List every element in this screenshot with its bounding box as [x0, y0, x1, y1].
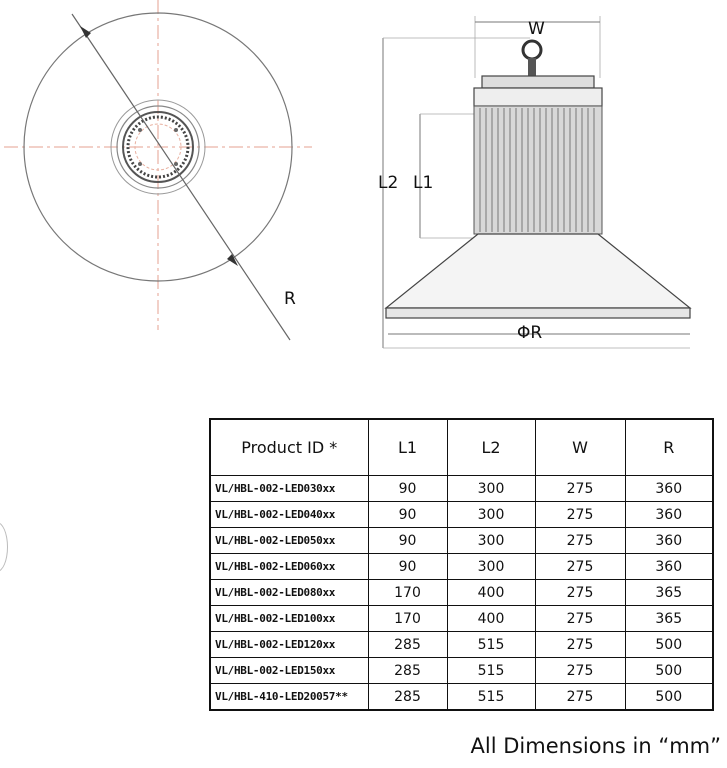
cell-l1: 170 — [368, 606, 447, 632]
reflector-cone — [386, 234, 690, 308]
top-view — [4, 0, 312, 340]
eye-bolt — [523, 41, 541, 59]
cell-r: 360 — [625, 502, 713, 528]
header-w: W — [535, 419, 625, 476]
cell-w: 275 — [535, 528, 625, 554]
cell-l2: 300 — [447, 502, 535, 528]
cell-product-id: VL/HBL-002-LED120xx — [210, 632, 368, 658]
cell-product-id: VL/HBL-002-LED060xx — [210, 554, 368, 580]
mount-hole — [138, 128, 142, 132]
dimensions-table — [209, 418, 714, 711]
mount-hole — [174, 162, 178, 166]
top-cap — [482, 76, 594, 88]
table-row — [210, 476, 713, 502]
cell-l2: 300 — [447, 476, 535, 502]
cell-l1: 90 — [368, 528, 447, 554]
cell-l2: 300 — [447, 554, 535, 580]
cell-r: 360 — [625, 554, 713, 580]
cell-w: 275 — [535, 476, 625, 502]
cell-r: 365 — [625, 580, 713, 606]
cell-w: 275 — [535, 684, 625, 711]
cell-l1: 90 — [368, 476, 447, 502]
eye-bolt-stem — [528, 58, 536, 76]
cell-l1: 285 — [368, 632, 447, 658]
units-footnote: All Dimensions in “mm” — [470, 734, 721, 758]
radius-label: R — [284, 289, 296, 309]
heatsink-body — [474, 106, 602, 234]
side-view — [378, 16, 690, 348]
cell-r: 360 — [625, 476, 713, 502]
cell-product-id: VL/HBL-002-LED030xx — [210, 476, 368, 502]
table-row — [210, 528, 713, 554]
cell-w: 275 — [535, 606, 625, 632]
cell-w: 275 — [535, 580, 625, 606]
reflector-rim — [386, 308, 690, 318]
cell-l1: 285 — [368, 658, 447, 684]
cell-l2: 515 — [447, 658, 535, 684]
mounting-bracket — [474, 88, 602, 106]
diameter-label: ΦR — [517, 323, 543, 343]
table-row — [210, 554, 713, 580]
header-l2: L2 — [447, 419, 535, 476]
cell-l1: 285 — [368, 684, 447, 711]
cell-r: 500 — [625, 684, 713, 711]
cell-product-id: VL/HBL-002-LED100xx — [210, 606, 368, 632]
table-row — [210, 606, 713, 632]
cell-l2: 400 — [447, 606, 535, 632]
radius-leader-line — [72, 14, 290, 340]
table-header-row — [210, 419, 713, 476]
cell-product-id: VL/HBL-410-LED20057** — [210, 684, 368, 711]
cell-r: 365 — [625, 606, 713, 632]
mount-hole — [174, 128, 178, 132]
table-row — [210, 580, 713, 606]
cell-product-id: VL/HBL-002-LED150xx — [210, 658, 368, 684]
cell-r: 500 — [625, 658, 713, 684]
cell-l1: 90 — [368, 502, 447, 528]
cell-r: 500 — [625, 632, 713, 658]
page-edge-mark — [0, 522, 8, 572]
cell-w: 275 — [535, 554, 625, 580]
header-product-id: Product ID * — [210, 419, 368, 476]
cell-w: 275 — [535, 502, 625, 528]
table-row — [210, 632, 713, 658]
cell-product-id: VL/HBL-002-LED040xx — [210, 502, 368, 528]
mount-hole — [138, 162, 142, 166]
l1-label: L1 — [413, 173, 434, 193]
cell-product-id: VL/HBL-002-LED080xx — [210, 580, 368, 606]
cell-w: 275 — [535, 658, 625, 684]
w-label: W — [528, 19, 545, 39]
cell-l1: 170 — [368, 580, 447, 606]
l2-label: L2 — [378, 173, 399, 193]
cell-l2: 400 — [447, 580, 535, 606]
cell-product-id: VL/HBL-002-LED050xx — [210, 528, 368, 554]
cell-w: 275 — [535, 632, 625, 658]
cell-l2: 300 — [447, 528, 535, 554]
table-row — [210, 502, 713, 528]
table-row — [210, 658, 713, 684]
cell-l2: 515 — [447, 684, 535, 711]
table-row — [210, 684, 713, 711]
header-r: R — [625, 419, 713, 476]
cell-l2: 515 — [447, 632, 535, 658]
cell-r: 360 — [625, 528, 713, 554]
header-l1: L1 — [368, 419, 447, 476]
cell-l1: 90 — [368, 554, 447, 580]
